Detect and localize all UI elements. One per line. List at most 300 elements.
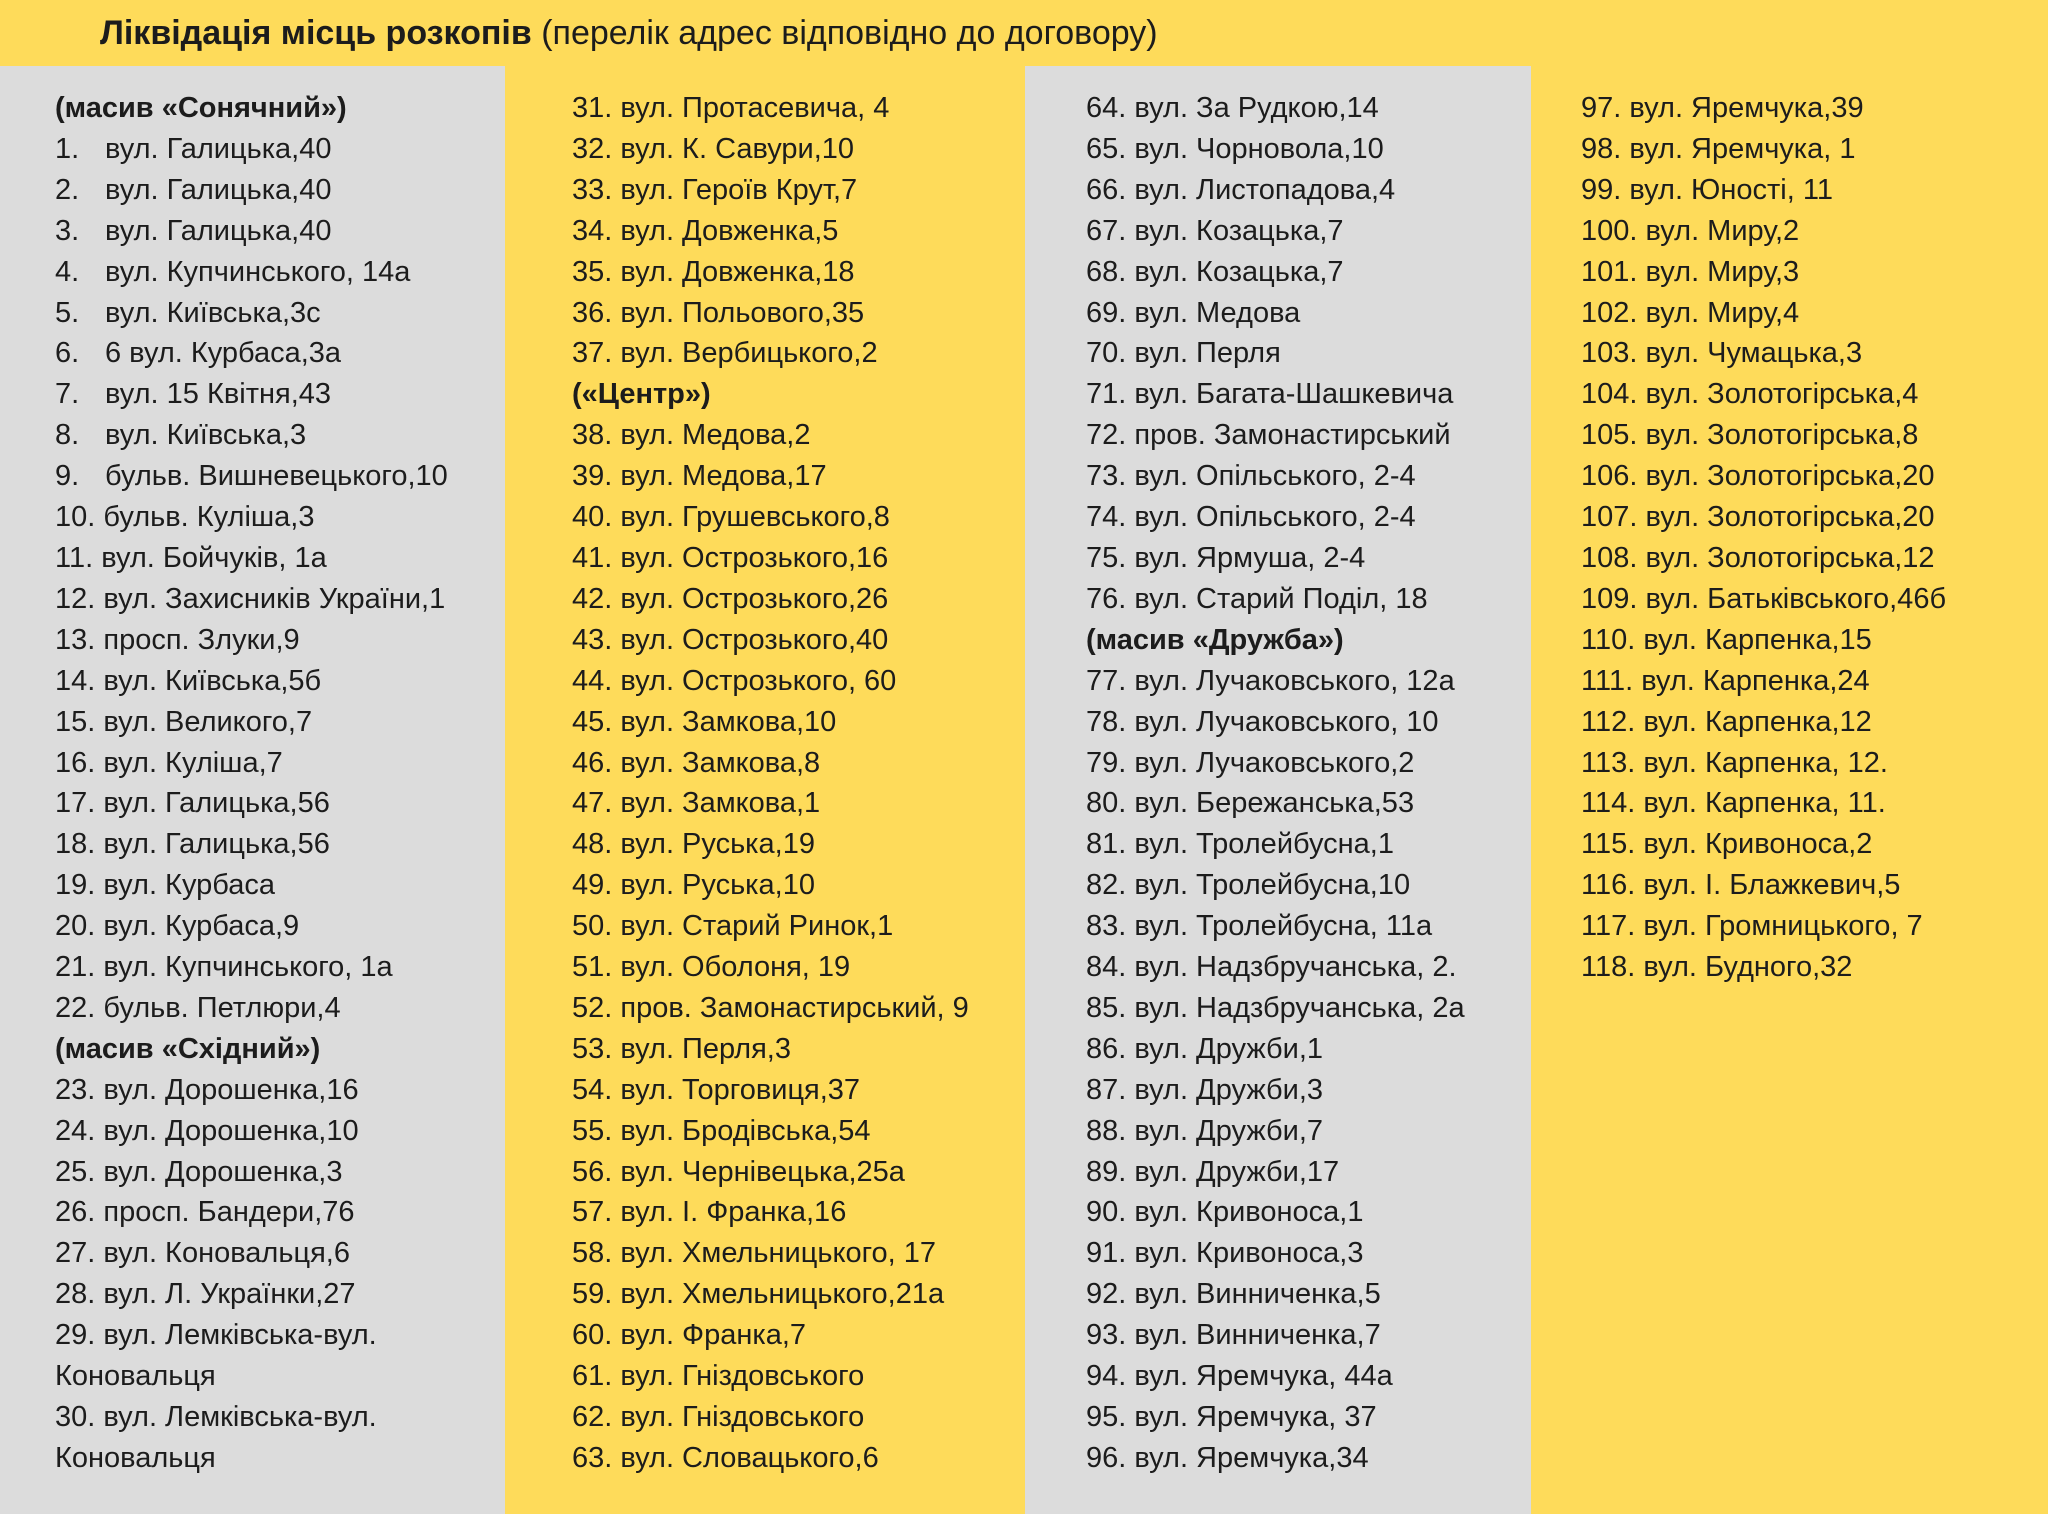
- item-number: 3.: [55, 214, 80, 247]
- item-number: 90.: [1086, 1196, 1127, 1229]
- item-number: 118.: [1581, 951, 1636, 984]
- list-item: [55, 293, 505, 334]
- item-address: вул. Дружби,1: [1134, 1032, 1324, 1065]
- page-title: [100, 10, 1158, 56]
- item-number: 47.: [572, 787, 613, 820]
- list-item: [1581, 415, 2048, 456]
- item-address: вул. Чумацька,3: [1645, 337, 1863, 370]
- item-address: вул. Руська,19: [620, 828, 815, 861]
- item-address: вул. Бродівська,54: [620, 1114, 871, 1147]
- item-address: вул. Карпенка, 11.: [1643, 787, 1886, 820]
- list-item: [1581, 579, 2048, 620]
- address-column-3: [1025, 66, 1531, 1514]
- item-address: вул. Кривоноса,3: [1134, 1237, 1364, 1270]
- item-address: вул. І. Франка,16: [620, 1196, 847, 1229]
- list-item: [55, 824, 505, 865]
- item-address: вул. Карпенка, 12.: [1643, 746, 1888, 779]
- item-number: 105.: [1581, 419, 1638, 452]
- list-item: [572, 783, 1025, 824]
- item-number: 21.: [55, 951, 96, 984]
- item-number: 96.: [1086, 1441, 1127, 1474]
- item-address: вул. Миру,3: [1645, 255, 1800, 288]
- item-number: 88.: [1086, 1114, 1127, 1147]
- item-address: вул. Лемківська-вул.: [103, 1319, 377, 1352]
- item-number: 57.: [572, 1196, 613, 1229]
- item-number: 51.: [572, 951, 613, 984]
- item-number: 89.: [1086, 1155, 1127, 1188]
- list-item: [55, 333, 505, 374]
- list-item: [55, 1397, 505, 1438]
- list-item: [572, 906, 1025, 947]
- item-number: 77.: [1086, 664, 1127, 697]
- list-item: [572, 1233, 1025, 1274]
- item-address: просп. Злуки,9: [103, 623, 300, 656]
- item-address: вул. Київська,5б: [103, 664, 322, 697]
- item-number: 46.: [572, 746, 613, 779]
- item-address: вул. Карпенка,15: [1643, 623, 1872, 656]
- item-address: вул. Чернівецька,25а: [620, 1155, 905, 1188]
- item-address: вул. Дорошенка,16: [103, 1073, 359, 1106]
- header-bar: [0, 0, 2048, 66]
- item-address: вул. Золотогірська,20: [1645, 460, 1935, 493]
- list-item: [1581, 129, 2048, 170]
- item-number: 35.: [572, 255, 613, 288]
- item-address: вул. Гніздовського: [620, 1401, 865, 1433]
- item-number: 116.: [1581, 869, 1636, 902]
- item-address: пров. Замонастирський: [1134, 419, 1451, 452]
- list-item: [55, 1315, 505, 1356]
- item-number: 68.: [1086, 255, 1127, 288]
- item-number: 9.: [55, 460, 80, 493]
- item-address: вул. Курбаса,9: [103, 910, 300, 943]
- list-item: [55, 579, 505, 620]
- item-number: 112.: [1581, 705, 1636, 738]
- list-item: [572, 1356, 1025, 1397]
- list-item: [55, 538, 505, 579]
- item-address: вул. Старий Ринок,1: [620, 910, 894, 943]
- list-item: [572, 1111, 1025, 1152]
- item-number: 103.: [1581, 337, 1638, 370]
- item-number: 59.: [572, 1278, 613, 1311]
- item-address: вул. Київська,3: [105, 419, 307, 452]
- item-number: 42.: [572, 582, 613, 615]
- item-number: 102.: [1581, 296, 1638, 329]
- item-address: вул. Опільського, 2-4: [1134, 460, 1416, 493]
- item-address: вул. Дорошенка,10: [103, 1114, 359, 1147]
- list-item: [572, 1152, 1025, 1193]
- item-address: вул. Карпенка,12: [1643, 705, 1872, 738]
- list-item: [55, 1111, 505, 1152]
- list-item: [572, 333, 1025, 374]
- item-address: вул. Протасевича, 4: [620, 92, 890, 124]
- item-number: 64.: [1086, 92, 1127, 124]
- list-item: [1086, 538, 1531, 579]
- list-item: [1086, 497, 1531, 538]
- list-item: [1581, 783, 2048, 824]
- address-column-2: [505, 66, 1025, 1514]
- list-item: [572, 293, 1025, 334]
- item-address: вул. І. Блажкевич,5: [1643, 869, 1901, 902]
- item-address: вул. 15 Квітня,43: [105, 378, 332, 411]
- item-address: вул. Довженка,18: [620, 255, 855, 288]
- item-number: 12.: [55, 582, 96, 615]
- item-number: 39.: [572, 460, 613, 493]
- item-address: вул. Ярмуша, 2-4: [1134, 541, 1366, 574]
- item-number: 25.: [55, 1155, 96, 1188]
- item-address: вул. Багата-Шашкевича: [1134, 378, 1454, 411]
- item-address: вул. Тролейбусна,1: [1134, 828, 1394, 861]
- item-number: 101.: [1581, 255, 1638, 288]
- item-address: вул. Галицька,40: [105, 132, 332, 165]
- item-number: 53.: [572, 1032, 613, 1065]
- list-item: [1581, 947, 2048, 988]
- item-address: вул. Франка,7: [620, 1319, 807, 1352]
- list-item: [1581, 293, 2048, 334]
- page-title-subtitle: (перелік адрес відповідно до договору): [531, 14, 1158, 52]
- list-item: [55, 620, 505, 661]
- list-item: [572, 661, 1025, 702]
- item-address: вул. Листопадова,4: [1134, 173, 1396, 206]
- item-address: вул. Торговиця,37: [620, 1073, 861, 1106]
- list-item: [1086, 661, 1531, 702]
- list-item: [572, 497, 1025, 538]
- item-number: 17.: [55, 787, 96, 820]
- item-address: вул. Юності, 11: [1629, 173, 1833, 206]
- list-item: [1086, 1274, 1531, 1315]
- list-item: [572, 211, 1025, 252]
- item-number: 52.: [572, 991, 613, 1024]
- list-item: [55, 661, 505, 702]
- item-address: вул. Хмельницького, 17: [620, 1237, 937, 1270]
- item-number: 99.: [1581, 173, 1622, 206]
- list-item: [572, 824, 1025, 865]
- item-number: 55.: [572, 1114, 613, 1147]
- item-number: 100.: [1581, 214, 1638, 247]
- item-number: 115.: [1581, 828, 1636, 861]
- item-number: 54.: [572, 1073, 613, 1106]
- item-number: 24.: [55, 1114, 96, 1147]
- item-number: 94.: [1086, 1360, 1127, 1393]
- address-list-1: [55, 88, 505, 1479]
- item-address: вул. Острозького, 60: [620, 664, 897, 697]
- item-address: вул. Винниченка,5: [1134, 1278, 1381, 1311]
- list-item: [572, 1438, 1025, 1479]
- item-address: вул. Тролейбусна,10: [1134, 869, 1411, 902]
- item-address: вул. Лучаковського, 12а: [1134, 664, 1455, 697]
- list-item: [1581, 538, 2048, 579]
- item-number: 50.: [572, 910, 613, 943]
- list-item: [1086, 702, 1531, 743]
- item-address: вул. Довженка,5: [620, 214, 839, 247]
- item-number: 63.: [572, 1441, 613, 1474]
- item-address: вул. Медова: [1134, 296, 1301, 329]
- list-item: [55, 497, 505, 538]
- item-number: 33.: [572, 173, 613, 206]
- item-address: вул. Грушевського,8: [620, 501, 890, 534]
- item-address: вул. Яремчука, 37: [1134, 1401, 1377, 1433]
- list-item: [1581, 211, 2048, 252]
- list-item: [572, 538, 1025, 579]
- item-number: 37.: [572, 337, 613, 370]
- list-item: [1581, 865, 2048, 906]
- list-item: [55, 1274, 505, 1315]
- list-item: [1581, 456, 2048, 497]
- item-number: 71.: [1086, 378, 1127, 411]
- item-number: 44.: [572, 664, 613, 697]
- item-address: вул. Оболоня, 19: [620, 951, 851, 984]
- list-item: [55, 415, 505, 456]
- item-number: 74.: [1086, 501, 1127, 534]
- list-item: [55, 374, 505, 415]
- item-address: вул. Великого,7: [103, 705, 313, 738]
- item-address: вул. Медова,2: [620, 419, 811, 452]
- item-address: вул. Хмельницького,21а: [620, 1278, 945, 1311]
- item-number: 11.: [55, 541, 94, 574]
- item-address: вул. Гніздовського: [620, 1360, 865, 1393]
- item-number: 109.: [1581, 582, 1638, 615]
- item-address: 6 вул. Курбаса,3а: [105, 337, 342, 370]
- list-item: [1086, 988, 1531, 1029]
- item-number: 28.: [55, 1278, 96, 1311]
- item-address: вул. Бережанська,53: [1134, 787, 1415, 820]
- list-item: [1086, 947, 1531, 988]
- item-number: 40.: [572, 501, 613, 534]
- item-number: 104.: [1581, 378, 1638, 411]
- item-number: 66.: [1086, 173, 1127, 206]
- item-address: вул. Яремчука, 1: [1629, 132, 1856, 165]
- item-number: 8.: [55, 419, 80, 452]
- item-address: бульв. Вишневецького,10: [105, 460, 448, 493]
- list-item: [1581, 906, 2048, 947]
- list-item: [572, 1192, 1025, 1233]
- item-address: вул. Замкова,1: [620, 787, 821, 820]
- item-number: 65.: [1086, 132, 1127, 165]
- list-item: [572, 88, 1025, 129]
- list-item: [55, 1233, 505, 1274]
- item-number: 106.: [1581, 460, 1638, 493]
- item-address: вул. Руська,10: [620, 869, 815, 902]
- section-heading: (масив «Дружба»): [1086, 623, 1344, 656]
- address-column-1: [0, 66, 505, 1514]
- item-address: вул. Острозького,16: [620, 541, 889, 574]
- list-item: [55, 1070, 505, 1111]
- item-number: 56.: [572, 1155, 613, 1188]
- list-item: [1581, 620, 2048, 661]
- list-item: [55, 743, 505, 784]
- item-number: 10.: [55, 501, 96, 534]
- item-number: 16.: [55, 746, 96, 779]
- list-item: [55, 865, 505, 906]
- list-item: [572, 170, 1025, 211]
- item-number: 93.: [1086, 1319, 1127, 1352]
- item-number: 73.: [1086, 460, 1127, 493]
- list-item: [572, 1274, 1025, 1315]
- item-address: вул. Козацька,7: [1134, 214, 1344, 247]
- item-number: 80.: [1086, 787, 1127, 820]
- item-number: 38.: [572, 419, 613, 452]
- item-number: 107.: [1581, 501, 1638, 534]
- item-address: вул. Київська,3с: [105, 296, 321, 329]
- address-list-3: [1086, 88, 1531, 1479]
- item-address: вул. Галицька,56: [103, 787, 330, 820]
- item-number: 67.: [1086, 214, 1127, 247]
- list-item: [55, 170, 505, 211]
- item-address: вул. Золотогірська,8: [1645, 419, 1919, 452]
- list-item: [55, 906, 505, 947]
- list-item: [1086, 333, 1531, 374]
- item-number: 4.: [55, 255, 80, 288]
- list-item: [55, 783, 505, 824]
- item-address: вул. Яремчука,34: [1134, 1441, 1369, 1474]
- item-number: 69.: [1086, 296, 1127, 329]
- item-number: 78.: [1086, 705, 1127, 738]
- list-item: [572, 988, 1025, 1029]
- item-number: 84.: [1086, 951, 1127, 984]
- list-item: [1581, 661, 2048, 702]
- item-address: вул. Миру,2: [1645, 214, 1800, 247]
- list-item: [1086, 1315, 1531, 1356]
- list-item: [55, 947, 505, 988]
- item-number: 41.: [572, 541, 613, 574]
- section-heading: («Центр»): [572, 378, 711, 411]
- list-item: [1581, 170, 2048, 211]
- list-item: [55, 129, 505, 170]
- list-item: [572, 252, 1025, 293]
- item-address: вул. Яремчука, 44а: [1134, 1360, 1393, 1393]
- page-title-bold: Ліквідація місць розкопів: [100, 14, 532, 52]
- item-number: 113.: [1581, 746, 1636, 779]
- list-item: [1086, 374, 1531, 415]
- item-address: вул. Опільського, 2-4: [1134, 501, 1416, 534]
- item-address: вул. Галицька,40: [105, 173, 332, 206]
- list-item: [55, 1152, 505, 1193]
- item-number: 91.: [1086, 1237, 1127, 1270]
- list-item: [1086, 252, 1531, 293]
- item-address: вул. Бойчуків, 1а: [101, 541, 327, 574]
- list-item: [572, 1397, 1025, 1438]
- item-number: 58.: [572, 1237, 613, 1270]
- list-item: [1581, 824, 2048, 865]
- list-item: [572, 702, 1025, 743]
- item-address: вул. Перля: [1134, 337, 1281, 370]
- list-item: [1086, 1356, 1531, 1397]
- item-number: 82.: [1086, 869, 1127, 902]
- list-item: [1581, 333, 2048, 374]
- item-address: вул. Винниченка,7: [1134, 1319, 1381, 1352]
- list-item: [1086, 293, 1531, 334]
- item-number: 97.: [1581, 92, 1622, 124]
- item-number: 81.: [1086, 828, 1127, 861]
- item-number: 62.: [572, 1401, 613, 1433]
- item-number: 31.: [572, 92, 613, 124]
- item-address: вул. Купчинського, 1а: [103, 951, 393, 984]
- item-number: 19.: [55, 869, 96, 902]
- list-item: [572, 1029, 1025, 1070]
- item-number: 29.: [55, 1319, 96, 1352]
- item-number: 110.: [1581, 623, 1636, 656]
- item-number: 111.: [1581, 664, 1634, 697]
- list-item: [1086, 906, 1531, 947]
- item-number: 108.: [1581, 541, 1638, 574]
- item-address: вул. Словацького,6: [620, 1441, 879, 1474]
- item-number: 85.: [1086, 991, 1127, 1024]
- item-address: вул. Галицька,56: [103, 828, 330, 861]
- item-number: 34.: [572, 214, 613, 247]
- list-item: [1086, 865, 1531, 906]
- list-item: [1086, 1111, 1531, 1152]
- list-item: [572, 415, 1025, 456]
- list-item: [1086, 456, 1531, 497]
- item-address: вул. За Рудкою,14: [1134, 92, 1379, 124]
- item-number: 27.: [55, 1237, 96, 1270]
- list-item: [1086, 1070, 1531, 1111]
- item-number: 26.: [55, 1196, 96, 1229]
- item-address: вул. Кривоноса,2: [1643, 828, 1873, 861]
- list-item: [572, 620, 1025, 661]
- list-item: [572, 1070, 1025, 1111]
- item-address: вул. Дорошенка,3: [103, 1155, 343, 1188]
- item-number: 36.: [572, 296, 613, 329]
- item-address: бульв. Куліша,3: [103, 501, 315, 534]
- list-item: [572, 1315, 1025, 1356]
- list-item: [1086, 170, 1531, 211]
- item-address: вул. Польового,35: [620, 296, 865, 329]
- item-number: 23.: [55, 1073, 96, 1106]
- item-address: вул. Будного,32: [1643, 951, 1853, 984]
- item-address: вул. Козацька,7: [1134, 255, 1344, 288]
- item-address: вул. Старий Поділ, 18: [1134, 582, 1428, 615]
- list-item: [55, 988, 505, 1029]
- item-number: 43.: [572, 623, 613, 656]
- list-item: [1086, 129, 1531, 170]
- item-number: 114.: [1581, 787, 1636, 820]
- address-list-4: [1581, 88, 2048, 988]
- item-address: вул. Чорновола,10: [1134, 132, 1384, 165]
- item-address: вул. Лучаковського,2: [1134, 746, 1415, 779]
- item-address: пров. Замонастирський, 9: [620, 991, 969, 1024]
- item-number: 1.: [55, 132, 80, 165]
- item-address: вул. Карпенка,24: [1641, 664, 1870, 697]
- item-number: 72.: [1086, 419, 1127, 452]
- item-address: вул. Куліша,7: [103, 746, 283, 779]
- item-address: вул. Громницького, 7: [1643, 910, 1923, 943]
- item-address: вул. Надзбручанська, 2.: [1134, 951, 1457, 984]
- item-number: 14.: [55, 664, 96, 697]
- list-item: [1581, 374, 2048, 415]
- list-item: [55, 702, 505, 743]
- item-address: вул. Коновальця,6: [103, 1237, 350, 1270]
- list-item: [1086, 783, 1531, 824]
- item-number: 6.: [55, 337, 80, 370]
- item-number: 61.: [572, 1360, 613, 1393]
- list-item: [1086, 1397, 1531, 1438]
- item-number: 95.: [1086, 1401, 1127, 1433]
- address-column-4: [1531, 66, 2048, 1514]
- item-number: 7.: [55, 378, 80, 411]
- list-item: [1581, 497, 2048, 538]
- item-address: вул. Медова,17: [620, 460, 827, 493]
- list-item: [1581, 88, 2048, 129]
- address-list-2: [572, 88, 1025, 1479]
- item-number: 98.: [1581, 132, 1622, 165]
- item-number: 2.: [55, 173, 80, 206]
- list-item: [1086, 1233, 1531, 1274]
- item-number: 5.: [55, 296, 80, 329]
- list-item: [1086, 88, 1531, 129]
- list-item: [1086, 1029, 1531, 1070]
- item-address: вул. Острозького,40: [620, 623, 889, 656]
- item-number: 20.: [55, 910, 96, 943]
